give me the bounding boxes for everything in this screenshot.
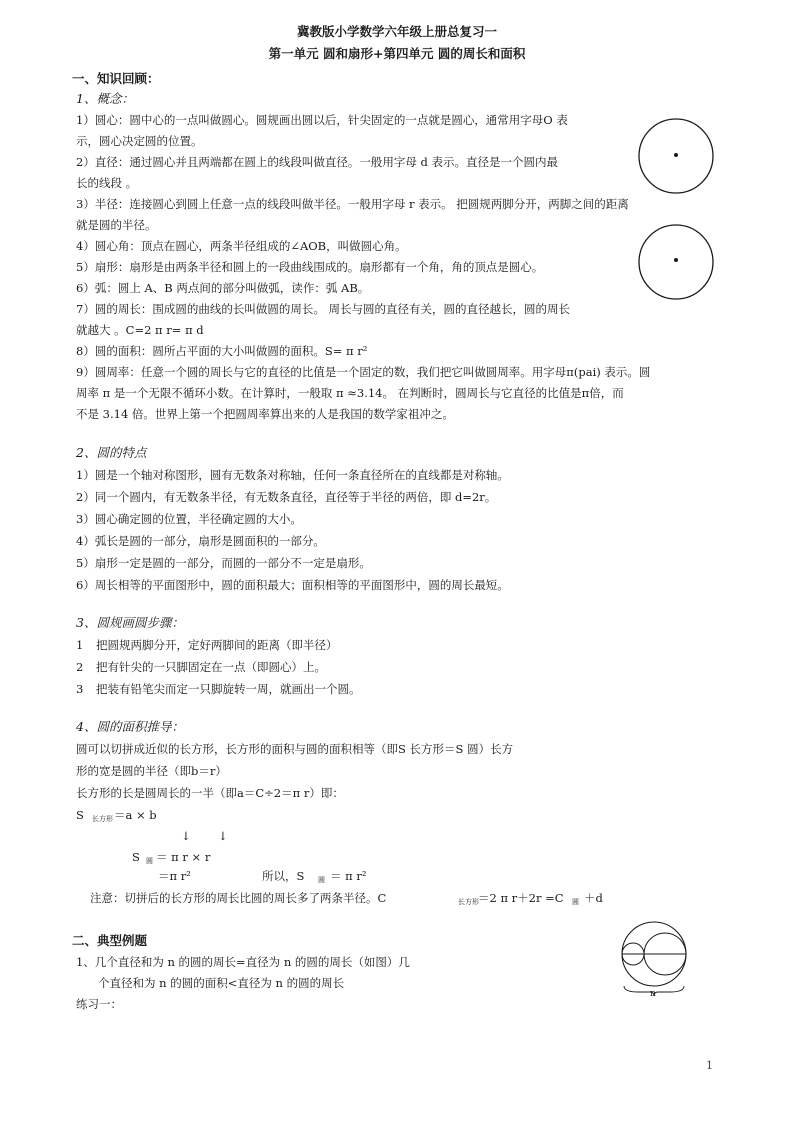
figure-label-n: n xyxy=(650,989,656,999)
formula-pi-r2: ＝π r² xyxy=(158,869,191,883)
step-number: 3 xyxy=(76,682,84,696)
doc-title: 冀教版小学数学六年级上册总复习一 xyxy=(296,24,497,39)
note-subscript: 长方形 xyxy=(458,898,479,906)
formula-s-circle-label: S xyxy=(132,850,140,864)
features-heading: 2、圆的特点 xyxy=(76,445,147,460)
derivation-line: 长方形的长是圆周长的一半（即a＝C÷2＝π r）即： xyxy=(76,786,344,800)
example-line: 1、几个直径和为 n 的圆的周长=直径为 n 的圆的周长（如图）几 xyxy=(76,955,410,969)
feature-line: 4）弧长是圆的一部分，扇形是圆面积的一部分。 xyxy=(76,534,325,548)
concept-heading: 1、概念： xyxy=(76,91,134,106)
feature-line: 1）圆是一个轴对称图形，圆有无数条对称轴，任何一条直径所在的直线都是对称轴。 xyxy=(76,468,509,482)
example-circles-figure xyxy=(618,920,694,1004)
feature-line: 6）周长相等的平面图形中，圆的面积最大；面积相等的平面图形中，圆的周长最短。 xyxy=(76,578,509,592)
steps-heading: 3、圆规画圆步骤： xyxy=(76,615,184,630)
formula-s-label: S xyxy=(76,808,84,822)
formula-so-text: 所以，S xyxy=(262,869,305,883)
formula-so-rhs: ＝ π r² xyxy=(330,869,367,883)
example-line: 个直径和为 n 的圆的面积<直径为 n 的圆的周长 xyxy=(98,976,345,990)
concept-line: 9）圆周率：任意一个圆的周长与它的直径的比值是一个固定的数，我们把它叫做圆周率。用字母π(pai) 表示。圆 xyxy=(76,365,651,379)
concept-line: 长的线段 。 xyxy=(76,176,138,190)
circle-diagram-2 xyxy=(636,222,716,302)
feature-line: 5）扇形一定是圆的一部分，而圆的一部分不一定是扇形。 xyxy=(76,556,371,570)
section-examples-heading: 二、典型例题 xyxy=(72,933,148,948)
note-main: 注意：切拼后的长方形的周长比圆的周长多了两条半径。C xyxy=(90,891,387,905)
formula-arrow: ↓ xyxy=(218,829,228,843)
concept-line: 就越大 。C=2 π r= π d xyxy=(76,323,204,337)
formula-s-rhs: ＝a × b xyxy=(114,808,157,822)
step-line: 把圆规两脚分开，定好两脚间的距离（即半径） xyxy=(96,638,338,652)
concept-line: 不是 3.14 倍。世界上第一个把圆周率算出来的人是我国的数学家祖冲之。 xyxy=(76,407,454,421)
practice-label: 练习一： xyxy=(76,997,122,1011)
note-mid: ＝2 π r＋2r =C xyxy=(478,891,564,905)
formula-s-subscript: 长方形 xyxy=(92,815,113,823)
feature-line: 2）同一个圆内，有无数条半径，有无数条直径，直径等于半径的两倍，即 d=2r。 xyxy=(76,490,497,504)
concept-line: 4）圆心角：顶点在圆心，两条半径组成的∠AOB，叫做圆心角。 xyxy=(76,239,407,253)
derivation-heading: 4、圆的面积推导： xyxy=(76,719,184,734)
concept-line: 周率 π 是一个无限不循环小数。在计算时，一般取 π ≈3.14。 在判断时，圆周长与它直径的比值是π倍，而 xyxy=(76,386,624,400)
step-number: 2 xyxy=(76,660,84,674)
section-knowledge-heading: 一、知识回顾： xyxy=(72,71,160,86)
derivation-line: 形的宽是圆的半径（即b＝r） xyxy=(76,764,227,778)
concept-line: 示，圆心决定圆的位置。 xyxy=(76,134,203,148)
formula-s-circle-rhs: ＝ π r × r xyxy=(156,850,211,864)
step-line: 把装有铅笔尖而定一只脚旋转一周，就画出一个圆。 xyxy=(96,682,361,696)
page-number: 1 xyxy=(706,1059,713,1072)
concept-line: 1）圆心：圆中心的一点叫做圆心。圆规画出圆以后，针尖固定的一点就是圆心，通常用字母O 表 xyxy=(76,113,568,127)
formula-s-circle-subscript: 圆 xyxy=(146,857,153,865)
concept-line: 7）圆的周长：围成圆的曲线的长叫做圆的周长。 周长与圆的直径有关，圆的直径越长，圆的周长 xyxy=(76,302,570,316)
formula-so-subscript: 圆 xyxy=(318,876,325,884)
step-line: 把有针尖的一只脚固定在一点（即圆心）上。 xyxy=(96,660,326,674)
concept-line: 就是圆的半径。 xyxy=(76,218,157,232)
formula-arrow: ↓ xyxy=(181,829,191,843)
concept-line: 8）圆的面积：圆所占平面的大小叫做圆的面积。S= π r² xyxy=(76,344,368,358)
doc-subtitle: 第一单元 圆和扇形+第四单元 圆的周长和面积 xyxy=(268,46,526,61)
feature-line: 3）圆心确定圆的位置，半径确定圆的大小。 xyxy=(76,512,302,526)
note-end: ＋d xyxy=(584,891,603,905)
concept-line: 6）弧：圆上 A、B 两点间的部分叫做弧，读作：弧 AB。 xyxy=(76,281,370,295)
concept-line: 5）扇形：扇形是由两条半径和圆上的一段曲线围成的。扇形都有一个角，角的顶点是圆心。 xyxy=(76,260,544,274)
circle-diagram-1 xyxy=(636,116,716,196)
concept-line: 2）直径：通过圆心并且两端都在圆上的线段叫做直径。一般用字母 d 表示。直径是一个圆内最 xyxy=(76,155,558,169)
step-number: 1 xyxy=(76,638,84,652)
concept-line: 3）半径：连接圆心到圆上任意一点的线段叫做半径。一般用字母 r 表示。 把圆规两脚分开，两脚之间的距离 xyxy=(76,197,629,211)
derivation-line: 圆可以切拼成近似的长方形，长方形的面积与圆的面积相等（即S 长方形＝S 圆）长方 xyxy=(76,742,514,756)
note-subscript: 圆 xyxy=(572,898,579,906)
